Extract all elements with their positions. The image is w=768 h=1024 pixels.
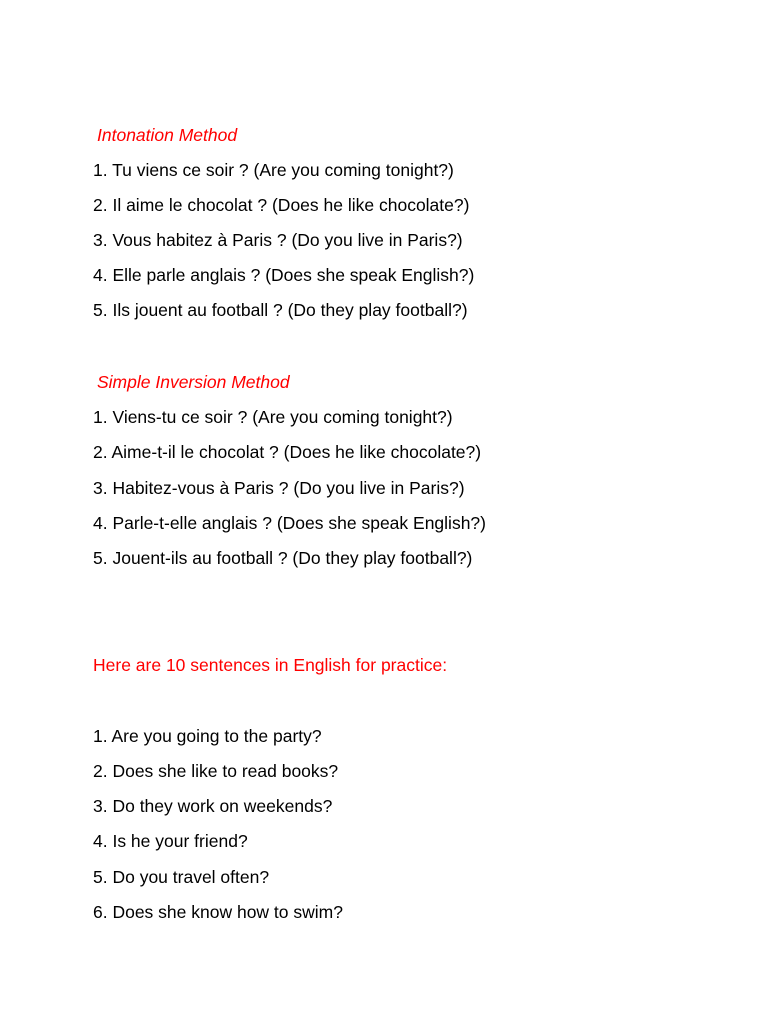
practice-item-5: 5. Do you travel often? xyxy=(93,867,270,887)
inversion-item-5: 5. Jouent-ils au football ? (Do they play football?) xyxy=(93,548,473,568)
practice-intro: Here are 10 sentences in English for practice: xyxy=(93,655,448,675)
intonation-heading: Intonation Method xyxy=(97,125,238,145)
practice-item-3: 3. Do they work on weekends? xyxy=(93,796,333,816)
inversion-heading: Simple Inversion Method xyxy=(97,372,290,392)
intonation-item-4: 4. Elle parle anglais ? (Does she speak English?) xyxy=(93,265,475,285)
intonation-item-2: 2. Il aime le chocolat ? (Does he like chocolate?) xyxy=(93,195,470,215)
practice-item-6: 6. Does she know how to swim? xyxy=(93,902,343,922)
intonation-item-3: 3. Vous habitez à Paris ? (Do you live in Paris?) xyxy=(93,230,463,250)
practice-item-4: 4. Is he your friend? xyxy=(93,831,248,851)
inversion-item-2: 2. Aime-t-il le chocolat ? (Does he like chocolate?) xyxy=(93,442,482,462)
practice-item-1: 1. Are you going to the party? xyxy=(93,726,322,746)
intonation-item-1: 1. Tu viens ce soir ? (Are you coming tonight?) xyxy=(93,160,454,180)
practice-item-2: 2. Does she like to read books? xyxy=(93,761,339,781)
inversion-item-4: 4. Parle-t-elle anglais ? (Does she speak English?) xyxy=(93,513,486,533)
intonation-item-5: 5. Ils jouent au football ? (Do they play football?) xyxy=(93,300,468,320)
inversion-item-3: 3. Habitez-vous à Paris ? (Do you live in Paris?) xyxy=(93,478,465,498)
inversion-item-1: 1. Viens-tu ce soir ? (Are you coming tonight?) xyxy=(93,407,453,427)
